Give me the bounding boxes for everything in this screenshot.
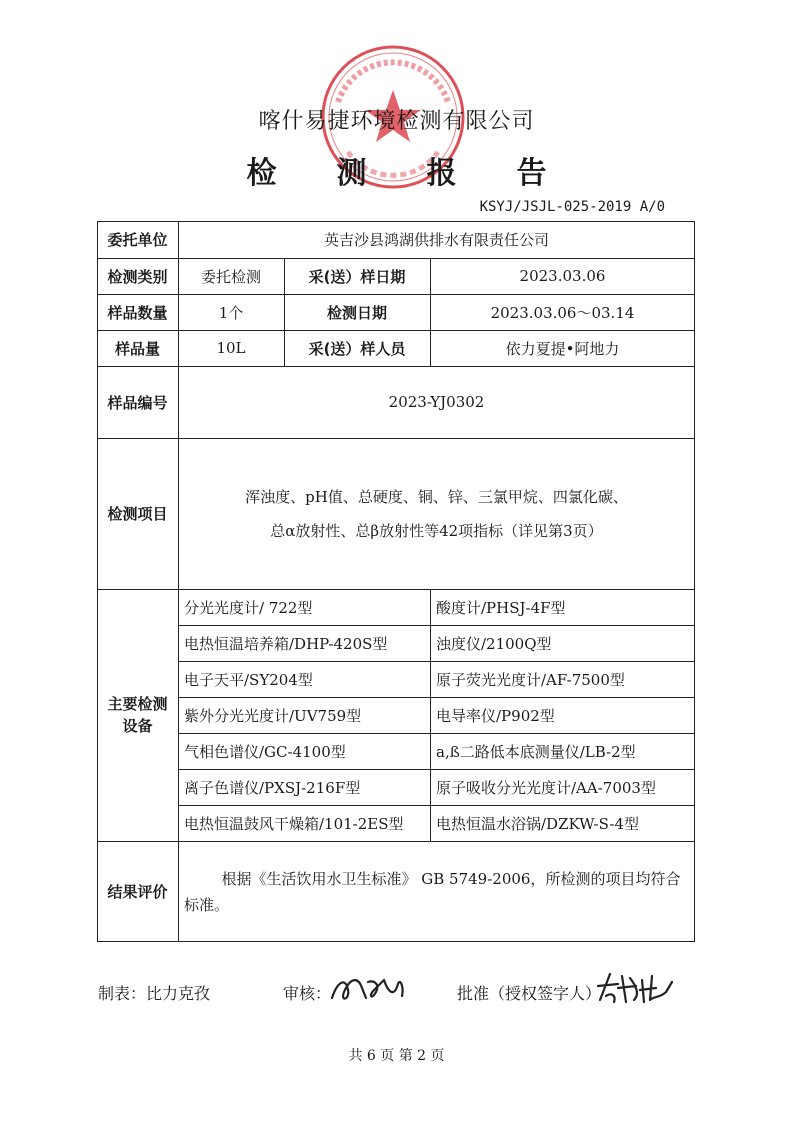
test-date-value: 2023.03.06～03.14 [490, 303, 635, 322]
sample-volume-label: 样品量 [114, 339, 160, 358]
equipment-item: 电热恒温鼓风干燥箱/101-2ES型 [184, 814, 404, 833]
equipment-item: 离子色谱仪/PXSJ-216F型 [184, 778, 361, 797]
equipment-item: 浊度仪/2100Q型 [436, 634, 552, 653]
equipment-item: 电导率仪/P902型 [436, 706, 555, 725]
equipment-label-line: 设备 [122, 717, 153, 735]
equipment-item: 原子荧光光度计/AF-7500型 [436, 670, 625, 689]
equipment-item: 气相色谱仪/GC-4100型 [184, 742, 346, 761]
equipment-item: 紫外分光光度计/UV759型 [184, 706, 362, 725]
prepared-by: 制表：比力克孜 [98, 984, 211, 1003]
equipment-item: 电热恒温培养箱/DHP-420S型 [184, 634, 388, 653]
sampler-label: 采(送）样人员 [308, 339, 406, 358]
report-title [0, 148, 793, 192]
sample-date-value: 2023.03.06 [519, 267, 606, 285]
company-name: 喀什易捷环境检测有限公司 [258, 109, 535, 134]
equipment-item: 酸度计/PHSJ-4F型 [436, 598, 566, 617]
title-char: 告 [516, 156, 547, 191]
test-type-label: 检测类别 [107, 267, 168, 286]
test-items-value [178, 438, 695, 589]
test-type-value: 委托检测 [200, 267, 261, 286]
equipment-item: 分光光度计/ 722型 [184, 598, 313, 617]
title-char: 检 [246, 156, 277, 191]
sample-count-value: 1个 [218, 303, 244, 322]
result-value [178, 841, 695, 942]
equipment-label-line: 主要检测 [107, 695, 168, 713]
title-char: 报 [426, 156, 457, 191]
test-items-line: 总α放射性、总β放射性等42项指标（详见第3页） [270, 521, 603, 540]
sample-volume-value: 10L [216, 339, 246, 357]
sample-id-label: 样品编号 [107, 393, 168, 412]
approved-label: 批准（授权签字人） [457, 984, 602, 1003]
test-date-label: 检测日期 [326, 303, 387, 322]
test-items-line: 浑浊度、pH值、总硬度、铜、锌、三氯甲烷、四氯化碳、 [245, 487, 628, 506]
document-number: KSYJ/JSJL-025-2019 A/0 [479, 199, 665, 215]
reviewer-signature-icon [328, 968, 408, 1008]
equipment-item: a,ß二路低本底测量仪/LB-2型 [436, 742, 636, 761]
client-value: 英吉沙县鸿湖供排水有限责任公司 [323, 231, 549, 249]
equipment-item: 电子天平/SY204型 [184, 670, 313, 689]
equipment-label [97, 589, 178, 841]
equipment-item: 电热恒温水浴锅/DZKW-S-4型 [436, 814, 640, 833]
result-text: 根据《生活饮用水卫生标准》 GB 5749-2006，所检测的项目均符合标准。 [184, 869, 681, 914]
result-label: 结果评价 [107, 883, 168, 901]
page-number: 共 6 页 第 2 页 [348, 1048, 445, 1064]
sample-date-label: 采(送）样日期 [308, 267, 406, 286]
sample-count-label: 样品数量 [107, 303, 168, 322]
approver-signature-icon [596, 966, 676, 1008]
equipment-item: 原子吸收分光光度计/AA-7003型 [436, 778, 656, 797]
client-label: 委托单位 [107, 231, 168, 249]
sample-id-value: 2023-YJ0302 [388, 393, 485, 411]
sampler-value: 依力夏提•阿地力 [505, 339, 620, 358]
reviewed-label: 审核： [283, 984, 332, 1003]
title-char: 测 [336, 156, 367, 191]
test-items-label: 检测项目 [107, 505, 168, 523]
